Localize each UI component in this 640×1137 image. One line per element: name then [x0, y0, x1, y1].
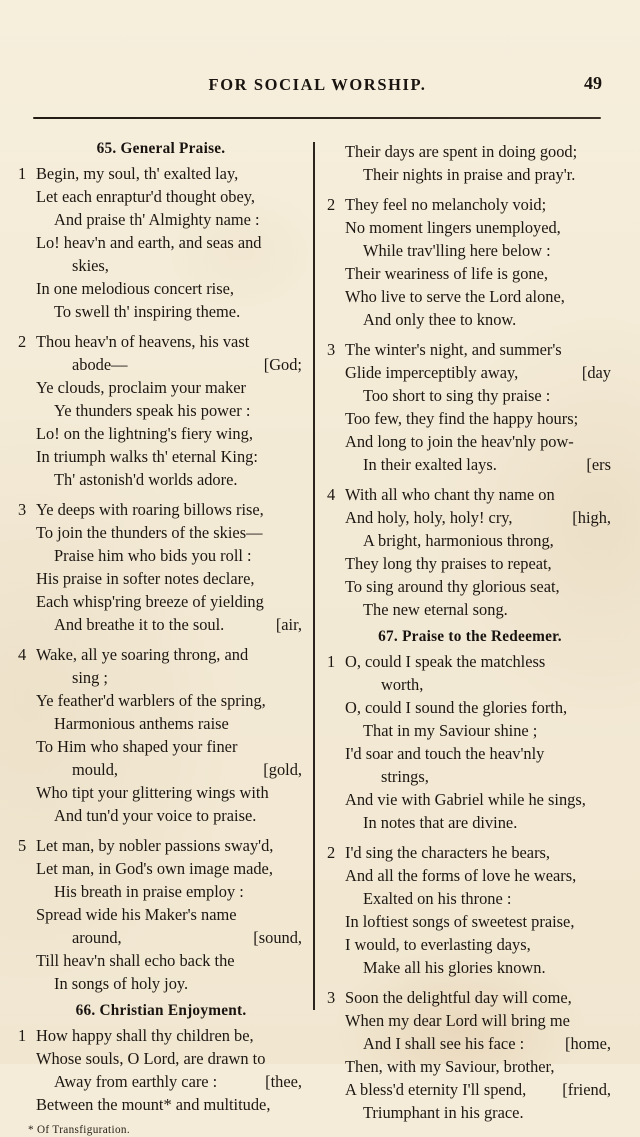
hymn-line-text: Who tipt your glittering wings with	[36, 783, 269, 802]
footnote-text: Of Transfiguration.	[36, 1124, 130, 1136]
hymn-line	[327, 216, 613, 239]
stanza-number: 2	[327, 195, 336, 214]
hymn-line-text: His praise in softer notes declare,	[36, 569, 255, 588]
stanza	[327, 140, 613, 186]
hymn-line	[327, 1009, 613, 1032]
hymn-line	[18, 834, 304, 857]
stanza-number: 4	[327, 485, 336, 504]
hymn-line	[327, 650, 613, 673]
hymn-line	[18, 254, 304, 277]
hymn-line-text: A bless'd eternity I'll spend,	[345, 1080, 527, 1099]
hymn-line	[327, 864, 613, 887]
stanza	[327, 986, 613, 1124]
hymn-line-text: O, could I sound the glories forth,	[345, 698, 568, 717]
hymn-line-text: sing ;	[72, 668, 108, 687]
hymn-line	[327, 361, 613, 384]
hymn-line	[327, 407, 613, 430]
hymn-line	[18, 468, 304, 491]
hymn-line	[327, 239, 613, 262]
stanza-number: 3	[327, 988, 336, 1007]
stanza-number: 3	[18, 500, 27, 519]
hymn-line	[327, 552, 613, 575]
hymn-line-text: Glide imperceptibly away,	[345, 363, 519, 382]
hymn-line-text: I would, to everlasting days,	[345, 935, 531, 954]
hymn-line-text: Their days are spent in doing good;	[345, 142, 578, 161]
hymn-line	[18, 903, 304, 926]
hymn-line	[18, 949, 304, 972]
hymn-line-text: Ye deeps with roaring billows rise,	[36, 500, 264, 519]
hymn-line	[18, 521, 304, 544]
hymn-line-text: His breath in praise employ :	[54, 882, 244, 901]
hymn-line-text: To swell th' inspiring theme.	[54, 302, 241, 321]
hymn-line-text: mould,	[72, 760, 118, 779]
hymn-line	[18, 1070, 304, 1093]
hymn-line-text: Their nights in praise and pray'r.	[363, 165, 576, 184]
hymn-title: 67. Praise to the Redeemer.	[378, 628, 562, 645]
hymn-line-text: Praise him who bids you roll :	[54, 546, 252, 565]
hymn-line-text: Th' astonish'd worlds adore.	[54, 470, 238, 489]
hymn-line	[327, 1032, 613, 1055]
hymn-line-text: Between the mount* and multitude,	[36, 1095, 271, 1114]
hymn-line	[327, 140, 613, 163]
hymn-line	[327, 986, 613, 1009]
hymn-line-text: And tun'd your voice to praise.	[54, 806, 257, 825]
footnote	[18, 1123, 304, 1137]
hymn-title: 66. Christian Enjoyment.	[75, 1002, 247, 1019]
hymn-line-text: To sing around thy glorious seat,	[345, 577, 560, 596]
stanza-number: 3	[327, 340, 336, 359]
hymn-line	[18, 712, 304, 735]
hymn-line-text: Then, with my Saviour, brother,	[345, 1057, 555, 1076]
hymn-line-text: Lo! on the lightning's fiery wing,	[36, 424, 253, 443]
page-number: 49	[584, 73, 602, 93]
hymn-line	[18, 544, 304, 567]
hymn-line	[327, 765, 613, 788]
hymn-line-text: worth,	[381, 675, 424, 694]
hymn-line	[327, 788, 613, 811]
catchword-bracket: [God;	[263, 355, 302, 374]
hymn-line	[18, 445, 304, 468]
hymn-line	[18, 300, 304, 323]
hymn-line-text: And all the forms of love he wears,	[345, 866, 577, 885]
catchword-bracket: [home,	[565, 1034, 611, 1053]
hymn-line-text: And breathe it to the soul.	[54, 615, 225, 634]
hymn-line	[327, 1055, 613, 1078]
stanza-number: 2	[327, 843, 336, 862]
hymn-line	[18, 880, 304, 903]
hymn-line-text: Make all his glories known.	[363, 958, 546, 977]
stanza	[18, 834, 304, 995]
hymn-line-text: And vie with Gabriel while he sings,	[345, 790, 586, 809]
hymn-line	[327, 811, 613, 834]
stanza	[327, 338, 613, 476]
hymn-line-text: Too short to sing thy praise :	[363, 386, 551, 405]
hymn-line	[18, 1024, 304, 1047]
hymn-line	[18, 590, 304, 613]
hymn-line	[18, 643, 304, 666]
running-title: FOR SOCIAL WORSHIP.	[208, 75, 427, 94]
hymn-line-text: With all who chant thy name on	[345, 485, 555, 504]
hymn-line-text: strings,	[381, 767, 429, 786]
hymn-line	[327, 430, 613, 453]
hymn-line	[18, 422, 304, 445]
footnote-marker: *	[28, 1124, 34, 1136]
hymn-line-text: No moment lingers unemployed,	[345, 218, 561, 237]
hymn-line-text: Lo! heav'n and earth, and seas and	[36, 233, 262, 252]
hymn-line	[327, 696, 613, 719]
hymn-line	[18, 231, 304, 254]
hymn-line	[327, 841, 613, 864]
hymn-line-text: Triumphant in his grace.	[363, 1103, 524, 1122]
catchword-bracket: [gold,	[263, 760, 302, 779]
hymn-line	[327, 887, 613, 910]
stanza-number: 4	[18, 645, 27, 664]
hymn-line	[327, 453, 613, 476]
stanza-number: 5	[18, 836, 27, 855]
hymn-line	[327, 308, 613, 331]
hymn-line	[18, 330, 304, 353]
stanza-number: 1	[327, 652, 336, 671]
hymn-line-text: Thou heav'n of heavens, his vast	[36, 332, 250, 351]
hymn-line-text: And I shall see his face :	[363, 1034, 525, 1053]
right-column	[327, 140, 613, 1131]
hymn-line-text: While trav'lling here below :	[363, 241, 551, 260]
hymn-line-text: Begin, my soul, th' exalted lay,	[36, 164, 239, 183]
stanza	[327, 841, 613, 979]
hymn-line	[327, 193, 613, 216]
hymn-line-text: The winter's night, and summer's	[345, 340, 562, 359]
hymn-line	[18, 376, 304, 399]
hymn-line-text: That in my Saviour shine ;	[363, 721, 538, 740]
hymn-line-text: The new eternal song.	[363, 600, 508, 619]
hymn-line	[18, 1093, 304, 1116]
hymn-line	[327, 719, 613, 742]
hymn-line	[18, 208, 304, 231]
hymn-line-text: Each whisp'ring breeze of yielding	[36, 592, 264, 611]
hymn-line	[327, 262, 613, 285]
hymn-line-text: They long thy praises to repeat,	[345, 554, 552, 573]
catchword-bracket: [high,	[572, 508, 611, 527]
stanza-number: 2	[18, 332, 27, 351]
hymn-line-text: abode—	[72, 355, 128, 374]
hymn-line	[327, 483, 613, 506]
hymn-line	[18, 613, 304, 636]
hymn-line	[18, 498, 304, 521]
stanza	[18, 498, 304, 636]
hymn-line-text: In loftiest songs of sweetest praise,	[345, 912, 575, 931]
hymn-line	[327, 384, 613, 407]
stanza	[18, 1024, 304, 1116]
hymn-line-text: And praise th' Almighty name :	[54, 210, 260, 229]
hymn-line	[327, 673, 613, 696]
hymn-line	[18, 277, 304, 300]
hymn-line	[18, 972, 304, 995]
hymn-line	[18, 926, 304, 949]
hymn-line-text: They feel no melancholy void;	[345, 195, 547, 214]
stanza	[18, 330, 304, 491]
hymn-line-text: skies,	[72, 256, 109, 275]
stanza-number: 1	[18, 1026, 27, 1045]
catchword-bracket: [thee,	[265, 1072, 302, 1091]
hymn-line-text: I'd soar and touch the heav'nly	[345, 744, 545, 763]
hymn-line	[327, 285, 613, 308]
hymn-line	[327, 575, 613, 598]
hymn-line-text: Whose souls, O Lord, are drawn to	[36, 1049, 266, 1068]
hymn-line-text: O, could I speak the matchless	[345, 652, 546, 671]
hymn-line-text: Ye feather'd warblers of the spring,	[36, 691, 266, 710]
hymn-line	[327, 1078, 613, 1101]
hymn-line-text: Soon the delightful day will come,	[345, 988, 572, 1007]
stanza	[18, 643, 304, 827]
hymn-line-text: Till heav'n shall echo back the	[36, 951, 235, 970]
catchword-bracket: [sound,	[253, 928, 302, 947]
hymn-line-text: In their exalted lays.	[363, 455, 497, 474]
hymn-line	[18, 162, 304, 185]
hymn-line-text: Wake, all ye soaring throng, and	[36, 645, 249, 664]
hymn-line-text: Their weariness of life is gone,	[345, 264, 548, 283]
header-rule	[33, 117, 601, 119]
hymn-line-text: And holy, holy, holy! cry,	[345, 508, 513, 527]
catchword-bracket: [friend,	[562, 1080, 611, 1099]
hymn-line	[18, 804, 304, 827]
hymn-line-text: How happy shall thy children be,	[36, 1026, 254, 1045]
hymn-line	[327, 598, 613, 621]
hymn-line-text: To Him who shaped your finer	[36, 737, 238, 756]
stanza	[327, 650, 613, 834]
stanza	[327, 193, 613, 331]
hymn-line-text: Too few, they find the happy hours;	[345, 409, 579, 428]
hymn-line	[327, 163, 613, 186]
hymn-line-text: To join the thunders of the skies—	[36, 523, 263, 542]
hymn-line	[18, 399, 304, 422]
hymn-line-text: Let man, by nobler passions sway'd,	[36, 836, 274, 855]
hymn-title: 65. General Praise.	[96, 140, 226, 157]
hymn-line-text: In triumph walks th' eternal King:	[36, 447, 258, 466]
running-head	[33, 75, 602, 97]
catchword-bracket: [air,	[275, 615, 302, 634]
hymn-line	[327, 506, 613, 529]
hymn-line-text: around,	[72, 928, 122, 947]
hymn-line-text: And long to join the heav'nly pow-	[345, 432, 574, 451]
hymn-line	[18, 353, 304, 376]
hymn-line-text: In songs of holy joy.	[54, 974, 189, 993]
text-columns	[18, 140, 622, 1136]
hymn-line	[327, 933, 613, 956]
hymn-line-text: Who live to serve the Lord alone,	[345, 287, 565, 306]
left-column	[18, 140, 304, 1137]
hymn-line-text: Ye clouds, proclaim your maker	[36, 378, 247, 397]
hymn-line	[327, 910, 613, 933]
hymn-line-text: In notes that are divine.	[363, 813, 518, 832]
hymn-line	[18, 567, 304, 590]
hymn-line	[18, 735, 304, 758]
hymn-line-text: In one melodious concert rise,	[36, 279, 234, 298]
hymn-line-text: And only thee to know.	[363, 310, 517, 329]
hymn-line-text: Away from earthly care :	[54, 1072, 218, 1091]
hymn-line	[18, 781, 304, 804]
hymn-line-text: Harmonious anthems raise	[54, 714, 229, 733]
hymn-line	[18, 1047, 304, 1070]
stanza	[327, 483, 613, 621]
hymn-line-text: Spread wide his Maker's name	[36, 905, 237, 924]
hymn-line-text: Ye thunders speak his power :	[54, 401, 251, 420]
hymn-line	[18, 666, 304, 689]
hymn-line	[18, 857, 304, 880]
hymn-line-text: Let man, in God's own image made,	[36, 859, 273, 878]
hymn-line-text: Let each enraptur'd thought obey,	[36, 187, 255, 206]
stanza	[18, 162, 304, 323]
hymn-line	[327, 956, 613, 979]
hymn-line	[18, 758, 304, 781]
catchword-bracket: [day	[581, 363, 611, 382]
hymn-line	[327, 338, 613, 361]
hymn-line-text: When my dear Lord will bring me	[345, 1011, 570, 1030]
stanza-number: 1	[18, 164, 27, 183]
hymn-line-text: Exalted on his throne :	[363, 889, 512, 908]
hymn-line-text: I'd sing the characters he bears,	[345, 843, 551, 862]
hymn-line	[327, 1101, 613, 1124]
catchword-bracket: [ers	[586, 455, 611, 474]
hymn-line	[18, 185, 304, 208]
hymn-line	[327, 742, 613, 765]
column-divider	[313, 142, 315, 1010]
hymn-line-text: A bright, harmonious throng,	[363, 531, 554, 550]
hymn-line	[327, 529, 613, 552]
hymn-line	[18, 689, 304, 712]
